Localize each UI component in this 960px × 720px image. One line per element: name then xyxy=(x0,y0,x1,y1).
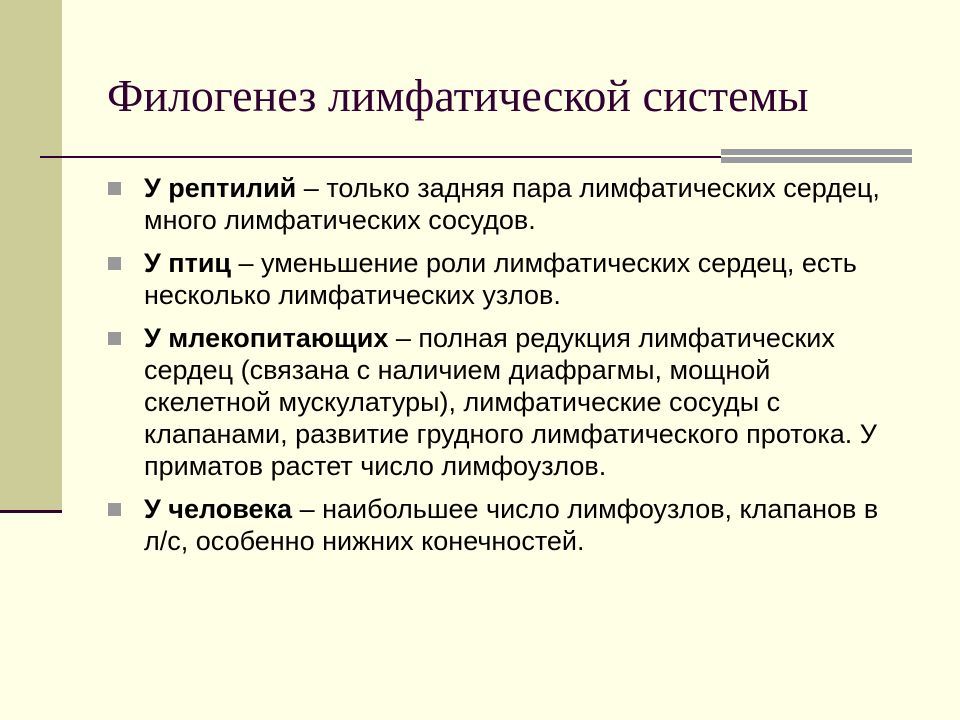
side-decoration-bar xyxy=(0,0,62,510)
bullet-term: У млекопитающих xyxy=(144,323,389,353)
bullet-item xyxy=(108,172,898,236)
square-bullet-icon xyxy=(108,182,121,195)
square-bullet-icon xyxy=(108,503,121,516)
bullet-term: У рептилий xyxy=(144,173,297,203)
bullet-item xyxy=(108,493,898,557)
bullet-term: У птиц xyxy=(144,248,232,278)
bullet-item xyxy=(108,322,898,482)
bullet-text: – наибольшее число лимфоузлов, клапанов в л/с, особенно нижних конечностей. xyxy=(144,494,879,556)
bullet-text: – уменьшение роли лимфатических сердец, есть несколько лимфатических узлов. xyxy=(144,248,857,310)
bullet-item xyxy=(108,247,898,311)
bullet-list xyxy=(108,172,898,568)
square-bullet-icon xyxy=(108,257,121,270)
side-decoration-rule xyxy=(0,510,62,513)
square-bullet-icon xyxy=(108,332,121,345)
bullet-term: У человека xyxy=(144,494,293,524)
title-accent-bar xyxy=(721,149,912,163)
bullet-text: – полная редукция лимфатических сердец (связана с наличием диафрагмы, мощной скелетной мускулатуры), лимфатические сосуды с клапанами, развитие грудного лимфатического протока. У приматов растет число лимфоузлов. xyxy=(144,323,877,481)
bullet-text: – только задняя пара лимфатических сердец, много лимфатических сосудов. xyxy=(144,173,880,235)
slide-title: Филогенез лимфатической системы xyxy=(107,70,809,121)
